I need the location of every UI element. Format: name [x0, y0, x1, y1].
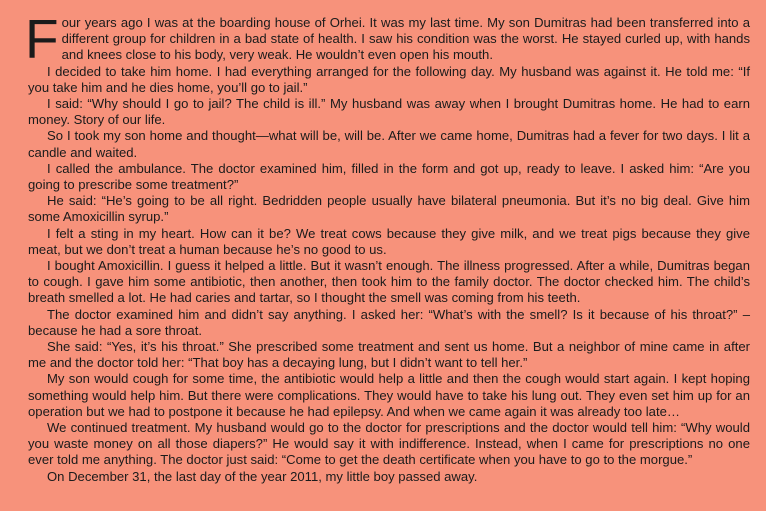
paragraph-3: I said: “Why should I go to jail? The child is ill.” My husband was away when I brought Dumitras home. He had to earn money. Story of our life.: [28, 96, 750, 128]
paragraph-9: The doctor examined him and didn’t say anything. I asked her: “What’s with the smell? Is it because of his throat?” – because he had a sore throat.: [28, 306, 750, 338]
paragraph-1-text: our years ago I was at the boarding house of Orhei. It was my last time. My son Dumitras had been transferred into a different group for children in a bad state of health. I saw his condition was the worst. He stayed curled up, with hands and knees close to his body, very weak. He wouldn’t even open his mouth.: [61, 15, 750, 63]
paragraph-12: We continued treatment. My husband would go to the doctor for prescriptions and the doctor would tell him: “Why would you waste money on all those diapers?” He would say it with indifference. Instead, when I came for prescriptions no one ever told me anything. The doctor just said: “Come to get the death certificate when you have to go to the morgue.”: [28, 420, 750, 468]
paragraph-4: So I took my son home and thought—what will be, will be. After we came home, Dumitras had a fever for two days. I lit a candle and waited.: [28, 128, 750, 160]
paragraph-10: She said: “Yes, it’s his throat.” She prescribed some treatment and sent us home. But a neighbor of mine came in after me and the doctor told her: “That boy has a decaying lung, but I didn’t want to tell her.”: [28, 339, 750, 371]
paragraph-13: On December 31, the last day of the year 2011, my little boy passed away.: [47, 468, 478, 484]
paragraph-8: I bought Amoxicillin. I guess it helped a little. But it wasn’t enough. The illness progressed. After a while, Dumitras began to cough. I gave him some antibiotic, then another, then took him to the family doctor. The doctor checked him. The child’s breath smelled a lot. He had caries and tartar, so I thought the smell was coming from his teeth.: [28, 258, 750, 306]
paragraph-2: I decided to take him home. I had everything arranged for the following day. My husband was against it. He told me: “If you take him and he dies home, you’ll go to jail.”: [28, 63, 750, 95]
paragraph-11: My son would cough for some time, the antibiotic would help a little and then the cough would start again. I kept hoping something would help him. But there were complications. They would have to take his lung out. They even set him up for an operation but we had to postpone it because he had epilepsy. And when we came again it was already too late…: [28, 371, 750, 419]
drop-cap-letter: F: [25, 8, 59, 70]
paragraph-1: [25, 8, 750, 70]
paragraph-6: He said: “He’s going to be all right. Bedridden people usually have bilateral pneumonia. But it’s no big deal. Give him some Amoxicillin syrup.”: [28, 193, 750, 225]
paragraph-7: I felt a sting in my heart. How can it be? We treat cows because they give milk, and we treat pigs because they give meat, but we don’t treat a human because he’s no good to us.: [28, 225, 750, 257]
story-text: [25, 8, 750, 485]
paragraph-5: I called the ambulance. The doctor examined him, filled in the form and got up, ready to leave. I asked him: “Are you going to prescribe some treatment?”: [28, 160, 750, 193]
